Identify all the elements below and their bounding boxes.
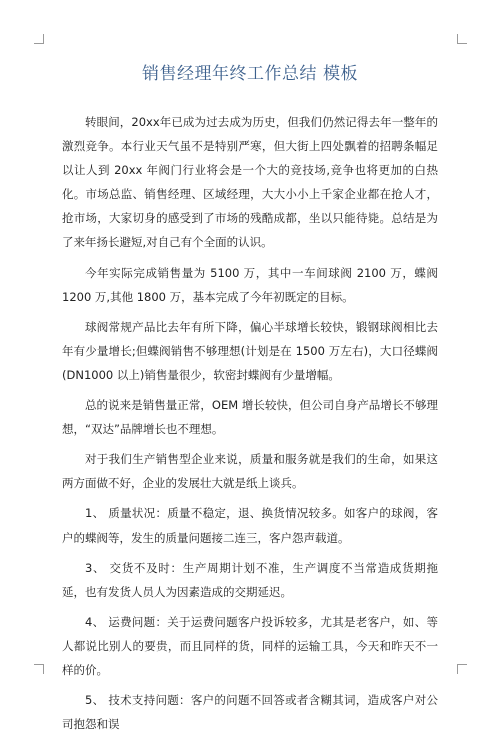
- paragraph-quality-service: 对于我们生产销售型企业来说，质量和服务就是我们的生命，如果这两方面做不好，企业的发展壮大就是纸上谈兵。: [62, 452, 438, 491]
- paragraph-product-analysis: 球阀常规产品比去年有所下降，偏心半球增长较快，锻钢球阀相比去年有少量增长;但蝶阀销售不够理想(计划是在 1500 万左右)，大口径蝶阀(DN1000 以上)销售量很少，软密封蝶阀有少量增幅。: [62, 319, 438, 382]
- crop-mark-top-left: [34, 34, 44, 44]
- paragraph-summary: 总的说来是销售量正常，OEM 增长较快，但公司自身产品增长不够理想，“双达”品牌增长也不理想。: [62, 398, 438, 437]
- crop-mark-bottom-left: [34, 664, 44, 674]
- list-item-quality: 1、 质量状况：质量不稳定，退、换货情况较多。如客户的球阀，客户的蝶阀等，发生的质量问题接二连三，客户怨声载道。: [62, 506, 438, 545]
- document-title: 销售经理年终工作总结 模板: [142, 64, 358, 84]
- crop-mark-bottom-right: [457, 664, 467, 674]
- list-item-delivery: 3、 交货不及时：生产周期计划不准，生产调度不当常造成货期拖延，也有发货人员人为因素造成的交期延迟。: [62, 560, 438, 599]
- document-body: [62, 110, 438, 742]
- list-item-freight: 4、 运费问题：关于运费问题客户投诉较多，尤其是老客户，如、等人都说比别人的要贵，而且同样的货，同样的运输工具，今天和昨天不一样的价。: [62, 614, 438, 677]
- paragraph-intro: 转眼间，20xx年已成为过去成为历史，但我们仍然记得去年一整年的激烈竞争。本行业天气虽不是特别严寒，但大街上四处飘着的招聘条幅足以让人到 20xx 年阀门行业将会是一个大的竞技场,竞争也将更加的白热化。市场总监、销售经理、区域经理，大大小小上千家企业都在抢人才，抢市场，大家切身的感受到了市场的残酷成都，坐以只能待毙。总结是为了来年扬长避短,对自己有个全面的认识。: [62, 115, 438, 250]
- list-item-tech-support: 5、 技术支持问题：客户的问题不回答或者含糊其词，造成客户对公司抱怨和误: [62, 693, 438, 732]
- crop-mark-top-right: [457, 34, 467, 44]
- paragraph-sales-volume: 今年实际完成销售量为 5100 万，其中一车间球阀 2100 万，蝶阀 1200 万,其他 1800 万，基本完成了今年初既定的目标。: [62, 265, 438, 304]
